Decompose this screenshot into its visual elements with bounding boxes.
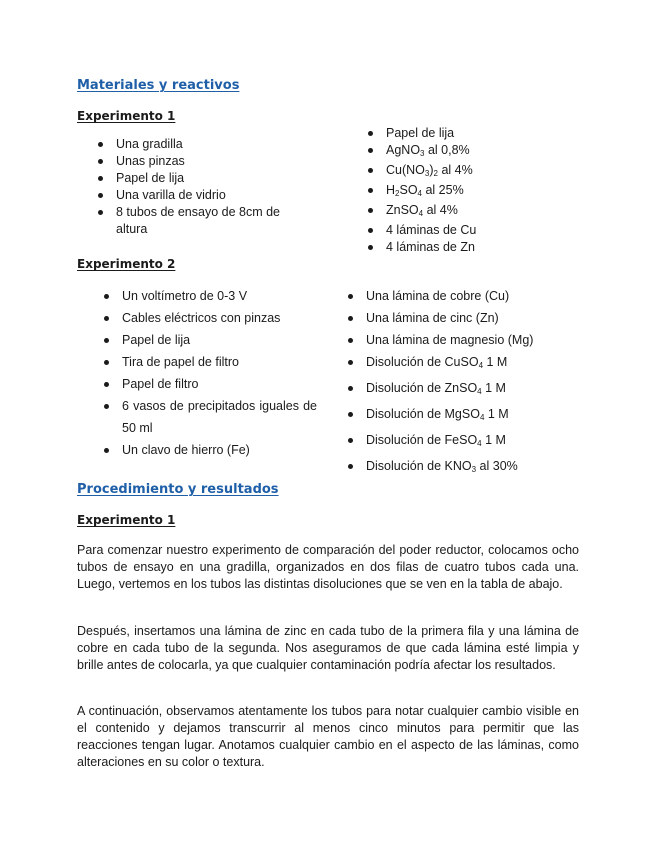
list-item: Disolución de FeSO$_4$ 1 M [346, 429, 586, 455]
list-item: Un clavo de hierro (Fe) [102, 439, 317, 461]
subsection-title-exp1-materials: Experimento 1 [77, 109, 176, 123]
procedure-paragraph-1: Para comenzar nuestro experimento de comparación del poder reductor, colocamos ocho tubos de ensayo en una gradilla, organizados en dos filas de cuatro tubos cada una. Luego, vertemos en los tubos las distintas disoluciones que se ven en la tabla de abajo. [77, 543, 579, 591]
exp2-reagents-right-list [346, 285, 586, 481]
list-item: Papel de lija [102, 329, 317, 351]
list-item: 4 láminas de Zn [366, 239, 586, 256]
list-item: $Cu(NO_3)_2$ al 4% [366, 162, 586, 182]
list-item: Disolución de ZnSO$_4$ 1 M [346, 377, 586, 403]
list-item: Una varilla de vidrio [96, 187, 311, 204]
list-item: ZnSO$_4$ al 4% [366, 202, 586, 222]
list-item: 4 láminas de Cu [366, 222, 586, 239]
list-item: Disolución de MgSO$_4$ 1 M [346, 403, 586, 429]
list-item: Papel de lija [96, 170, 311, 187]
section-title-procedimiento: Procedimiento y resultados [77, 482, 279, 497]
list-item: Papel de filtro [102, 373, 317, 395]
list-item: Papel de lija [366, 125, 586, 142]
list-item: Una lámina de magnesio (Mg) [346, 329, 586, 351]
list-item: AgNO$_3$ al 0,8% [366, 142, 586, 162]
subsection-title-exp1-procedure: Experimento 1 [77, 513, 176, 527]
list-item: Una lámina de cobre (Cu) [346, 285, 586, 307]
exp1-reagents-right-list [366, 125, 586, 256]
procedure-paragraph-2: Después, insertamos una lámina de zinc en cada tubo de la primera fila y una lámina de cobre en cada tubo de la segunda. Nos aseguramos de que cada lámina esté limpia y brille antes de colocarla, ya que cualquier contaminación podría afectar los resultados. [77, 624, 579, 672]
list-item: Cables eléctricos con pinzas [102, 307, 317, 329]
list-item: $H_2SO_4$ al 25% [366, 182, 586, 202]
list-item: Una lámina de cinc (Zn) [346, 307, 586, 329]
list-item: Un voltímetro de 0-3 V [102, 285, 317, 307]
procedure-paragraph-3: A continuación, observamos atentamente los tubos para notar cualquier cambio visible en el contenido y dejamos transcurrir al menos cinco minutos para permitir que las reacciones tengan lugar. Anotamos cualquier cambio en el aspecto de las láminas, como alteraciones en su color o textura. [77, 704, 579, 769]
list-item: 6 vasos de precipitados iguales de 50 ml [102, 395, 317, 439]
list-item: Disolución de CuSO$_4$ 1 M [346, 351, 586, 377]
list-item: Disolución de $KNO_3$ al 30% [346, 455, 586, 481]
list-item: Tira de papel de filtro [102, 351, 317, 373]
list-item: Unas pinzas [96, 153, 311, 170]
exp1-materials-left-list [96, 136, 311, 238]
list-item: Una gradilla [96, 136, 311, 153]
section-title-materiales: Materiales y reactivos [77, 78, 240, 93]
subsection-title-exp2-materials: Experimento 2 [77, 257, 176, 271]
exp2-materials-left-list [102, 285, 317, 461]
list-item: 8 tubos de ensayo de 8cm de altura [96, 204, 311, 238]
